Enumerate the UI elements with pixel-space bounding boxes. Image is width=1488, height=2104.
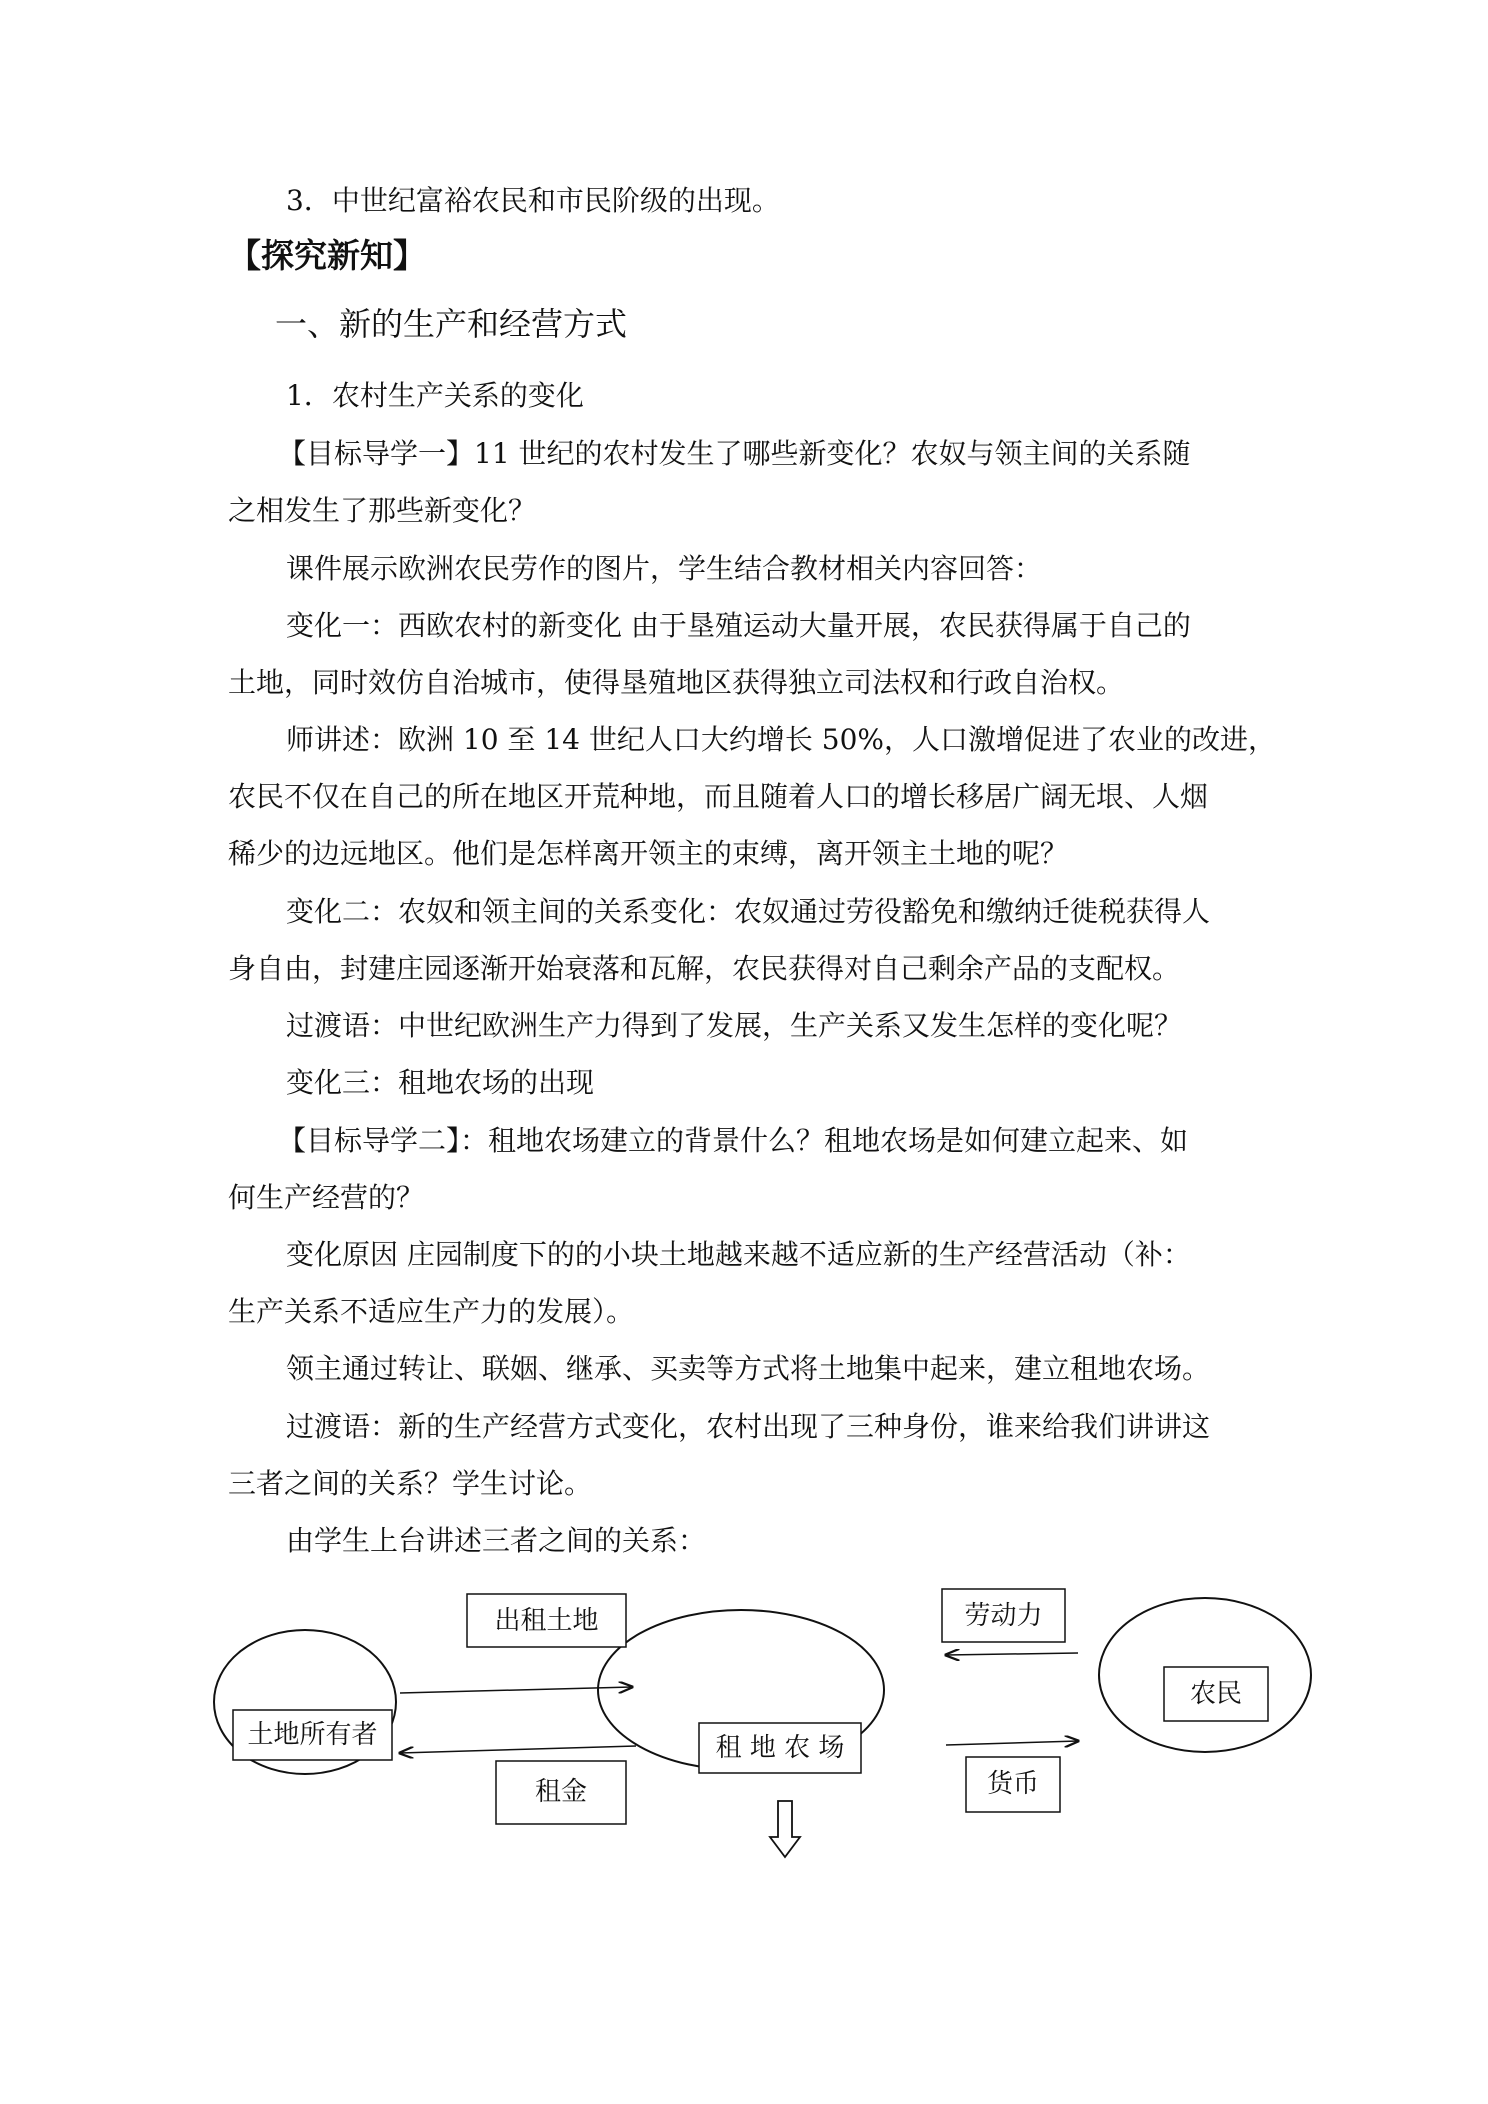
relationship-diagram: [200, 1575, 1330, 1895]
text-line: 【目标导学一】11 世纪的农村发生了哪些新变化？农奴与领主间的关系随: [278, 437, 1191, 470]
text-line: 过渡语：新的生产经营方式变化，农村出现了三种身份，谁来给我们讲讲这: [286, 1410, 1211, 1443]
text-line: 之相发生了那些新变化？: [228, 494, 537, 527]
text-line: 【目标导学二】：租地农场建立的背景什么？租地农场是如何建立起来、如: [278, 1124, 1189, 1157]
arrow-money-to-peasant: [946, 1741, 1078, 1745]
text-line: 过渡语：中世纪欧洲生产力得到了发展，生产关系又发生怎样的变化呢？: [286, 1009, 1183, 1042]
text-line: 领主通过转让、联姻、继承、买卖等方式将土地集中起来，建立租地农场。: [286, 1352, 1211, 1385]
text-line: 3．中世纪富裕农民和市民阶级的出现。: [286, 184, 780, 217]
section-heading: 【探究新知】: [228, 236, 426, 275]
text-line: 农民不仅在自己的所在地区开荒种地，而且随着人口的增长移居广阔无垠、人烟: [228, 780, 1209, 813]
text-line: 土地，同时效仿自治城市，使得垦殖地区获得独立司法权和行政自治权。: [228, 666, 1125, 699]
text-line: 课件展示欧洲农民劳作的图片，学生结合教材相关内容回答：: [286, 552, 1043, 585]
labor-label: 劳动力: [964, 1601, 1043, 1631]
text-line: 由学生上台讲述三者之间的关系：: [286, 1524, 707, 1557]
peasant-label: 农民: [1189, 1679, 1242, 1709]
text-line: 稀少的边远地区。他们是怎样离开领主的束缚，离开领主土地的呢？: [228, 837, 1069, 870]
text-line: 师讲述：欧洲 10 至 14 世纪人口大约增长 50%，人口激增促进了农业的改进，: [286, 723, 1276, 756]
text-line: 变化原因 庄园制度下的的小块土地越来越不适应新的生产经营活动（补：: [286, 1238, 1191, 1271]
text-line: 1．农村生产关系的变化: [286, 379, 584, 412]
text-line: 变化一：西欧农村的新变化 由于垦殖运动大量开展，农民获得属于自己的: [286, 609, 1191, 642]
text-line: 何生产经营的？: [228, 1181, 425, 1214]
rent-label: 租金: [534, 1777, 587, 1807]
text-line: 身自由，封建庄园逐渐开始衰落和瓦解，农民获得对自己剩余产品的支配权。: [228, 952, 1181, 985]
farm-label: 租 地 农 场: [715, 1733, 845, 1763]
text-line: 变化二：农奴和领主间的关系变化：农奴通过劳役豁免和缴纳迁徙税获得人: [286, 895, 1211, 928]
lease-land-label: 出租土地: [494, 1606, 599, 1636]
arrow-rent-to-owner: [400, 1746, 636, 1753]
text-line: 三者之间的关系？学生讨论。: [228, 1467, 593, 1500]
text-line: 变化三：租地农场的出现: [286, 1066, 595, 1099]
text-line: 生产关系不适应生产力的发展）。: [228, 1295, 635, 1328]
landowner-label: 土地所有者: [247, 1720, 378, 1750]
down-arrow-icon: [770, 1801, 800, 1857]
arrow-labor-to-farm: [946, 1653, 1078, 1655]
subsection-heading: 一、新的生产和经营方式: [275, 305, 628, 343]
money-label: 货币: [986, 1769, 1039, 1799]
